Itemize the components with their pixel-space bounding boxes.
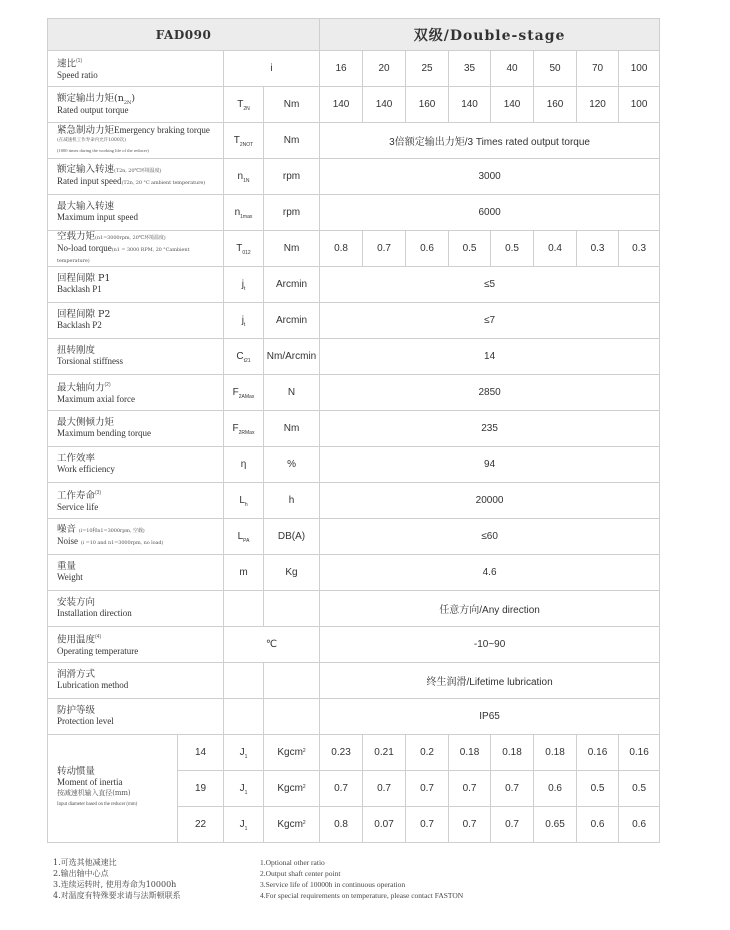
row-backlash-p2 bbox=[48, 303, 660, 339]
row-label: 防护等级 Protection level bbox=[48, 699, 224, 735]
row-label: 最大侧倾力矩 Maximum bending torque bbox=[48, 411, 224, 447]
footnote-en-1: 1.Optional other ratio bbox=[260, 858, 325, 867]
unit: rpm bbox=[264, 195, 320, 231]
symbol: $J_1$ bbox=[224, 807, 264, 843]
row-label: 重量 Weight bbox=[48, 555, 224, 591]
value-cell: 6000 bbox=[320, 195, 660, 231]
value-cell: 0.7 bbox=[406, 807, 449, 843]
value-cell: 3倍额定输出力矩/3 Times rated output torque bbox=[320, 123, 660, 159]
row-service-life bbox=[48, 483, 660, 519]
row-inertia-14 bbox=[48, 735, 660, 771]
value-cell: 0.7 bbox=[491, 771, 534, 807]
unit: Nm bbox=[264, 87, 320, 123]
symbol-empty bbox=[224, 699, 264, 735]
unit: Arcmin bbox=[264, 303, 320, 339]
symbol: $n_{1N}$ bbox=[224, 159, 264, 195]
unit-empty bbox=[264, 663, 320, 699]
footnote-en-2: 2.Output shaft center point bbox=[260, 869, 341, 878]
value-cell: 3000 bbox=[320, 159, 660, 195]
value-cell: 0.7 bbox=[406, 771, 449, 807]
row-emergency-torque bbox=[48, 123, 660, 159]
value-cell: 0.2 bbox=[406, 735, 449, 771]
row-label: 额定输出力矩$(n_{2N})$ Rated output torque bbox=[48, 87, 224, 123]
unit: rpm bbox=[264, 159, 320, 195]
spec-table bbox=[47, 18, 660, 843]
value-cell: 235 bbox=[320, 411, 660, 447]
value-cell: ≤7 bbox=[320, 303, 660, 339]
footnote-zh-2: 2.输出轴中心点 bbox=[53, 869, 109, 878]
value-cell: 94 bbox=[320, 447, 660, 483]
row-label: 速比$^{(1)}$ Speed ratio bbox=[48, 51, 224, 87]
value-cell: 14 bbox=[320, 339, 660, 375]
row-rated-output-torque bbox=[48, 87, 660, 123]
value-cell: 0.7 bbox=[491, 807, 534, 843]
row-max-input-speed bbox=[48, 195, 660, 231]
symbol: $T_{2N}$ bbox=[224, 87, 264, 123]
footnotes-en bbox=[260, 857, 463, 901]
input-diameter: 22 bbox=[178, 807, 224, 843]
unit-empty bbox=[264, 591, 320, 627]
row-protection-level bbox=[48, 699, 660, 735]
ratio-cell: 20 bbox=[363, 51, 406, 87]
value-cell: 120 bbox=[577, 87, 619, 123]
footnotes-zh bbox=[53, 857, 181, 901]
row-max-bending-torque bbox=[48, 411, 660, 447]
value-cell: 0.23 bbox=[320, 735, 363, 771]
row-operating-temperature bbox=[48, 627, 660, 663]
value-cell: ≤5 bbox=[320, 267, 660, 303]
stage-label: 双级/Double-stage bbox=[320, 19, 660, 51]
value-cell: 0.07 bbox=[363, 807, 406, 843]
value-cell: 任意方向/Any direction bbox=[320, 591, 660, 627]
value-cell: 0.5 bbox=[619, 771, 660, 807]
symbol: $T_{2NOT}$ bbox=[224, 123, 264, 159]
header-row bbox=[48, 19, 660, 51]
row-rated-input-speed bbox=[48, 159, 660, 195]
footnote-zh-4: 4.对温度有特殊要求请与法斯顿联系 bbox=[53, 891, 181, 900]
row-backlash-p1 bbox=[48, 267, 660, 303]
row-label: 噪音 (i=10和n1=3000rpm, 空载) Noise (i =10 and n1=3000rpm, no load) bbox=[48, 519, 224, 555]
unit: Kg bbox=[264, 555, 320, 591]
row-label: 安装方向 Installation direction bbox=[48, 591, 224, 627]
value-cell: ≤60 bbox=[320, 519, 660, 555]
value-cell: 终生润滑/Lifetime lubrication bbox=[320, 663, 660, 699]
row-no-load-torque bbox=[48, 231, 660, 267]
model-name: FAD090 bbox=[48, 19, 320, 51]
input-diameter: 19 bbox=[178, 771, 224, 807]
symbol: $j_t$ bbox=[224, 267, 264, 303]
value-cell: 100 bbox=[619, 87, 660, 123]
value-cell: 0.18 bbox=[449, 735, 491, 771]
row-lubrication-method bbox=[48, 663, 660, 699]
value-cell: 0.7 bbox=[320, 771, 363, 807]
spec-sheet bbox=[47, 18, 659, 843]
row-torsional-stiffness bbox=[48, 339, 660, 375]
row-label: 最大输入转速 Maximum input speed bbox=[48, 195, 224, 231]
value-cell: 0.6 bbox=[534, 771, 577, 807]
value-cell: 140 bbox=[449, 87, 491, 123]
row-label: 扭转刚度 Torsional stiffness bbox=[48, 339, 224, 375]
ratio-cell: 25 bbox=[406, 51, 449, 87]
row-label: 空载力矩(n1=3000rpm, 20℃环境温度) No-load torque(n1 = 3000 RPM, 20 °Cambient temperature) bbox=[48, 231, 224, 267]
unit: Kgcm$^2$ bbox=[264, 771, 320, 807]
value-cell: 140 bbox=[491, 87, 534, 123]
symbol: $T_{012}$ bbox=[224, 231, 264, 267]
symbol: $L_h$ bbox=[224, 483, 264, 519]
ratio-cell: 40 bbox=[491, 51, 534, 87]
row-label: 工作寿命$^{(3)}$ Service life bbox=[48, 483, 224, 519]
symbol: $J_1$ bbox=[224, 735, 264, 771]
value-cell: 160 bbox=[534, 87, 577, 123]
value-cell: 0.7 bbox=[449, 771, 491, 807]
row-installation-direction bbox=[48, 591, 660, 627]
symbol-empty bbox=[224, 591, 264, 627]
unit-empty bbox=[264, 699, 320, 735]
row-label: 回程间隙 P2 Backlash P2 bbox=[48, 303, 224, 339]
unit: Nm bbox=[264, 123, 320, 159]
unit: Kgcm$^2$ bbox=[264, 807, 320, 843]
value-cell: 0.5 bbox=[449, 231, 491, 267]
symbol: $F_{2RMax}$ bbox=[224, 411, 264, 447]
unit: % bbox=[264, 447, 320, 483]
symbol: m bbox=[224, 555, 264, 591]
value-cell: 0.21 bbox=[363, 735, 406, 771]
row-label: 额定输入转速(T2n, 20℃环境温度) Rated input speed(T2n, 20 °C ambient temperature) bbox=[48, 159, 224, 195]
row-speed-ratio bbox=[48, 51, 660, 87]
unit: N bbox=[264, 375, 320, 411]
value-cell: 0.3 bbox=[577, 231, 619, 267]
value-cell: 0.18 bbox=[491, 735, 534, 771]
ratio-cell: 70 bbox=[577, 51, 619, 87]
value-cell: 0.18 bbox=[534, 735, 577, 771]
symbol: $j_t$ bbox=[224, 303, 264, 339]
ratio-cell: 100 bbox=[619, 51, 660, 87]
value-cell: 20000 bbox=[320, 483, 660, 519]
footnote-en-4: 4.For special requirements on temperature, please contact FASTON bbox=[260, 891, 464, 900]
row-label: 润滑方式 Lubrication method bbox=[48, 663, 224, 699]
value-cell: 0.4 bbox=[534, 231, 577, 267]
ratio-cell: 35 bbox=[449, 51, 491, 87]
row-work-efficiency bbox=[48, 447, 660, 483]
value-cell: 0.8 bbox=[320, 807, 363, 843]
symbol: $n_{1max}$ bbox=[224, 195, 264, 231]
value-cell: IP65 bbox=[320, 699, 660, 735]
symbol: $J_1$ bbox=[224, 771, 264, 807]
value-cell: 0.5 bbox=[491, 231, 534, 267]
value-cell: 2850 bbox=[320, 375, 660, 411]
row-label: 回程间隙 P1 Backlash P1 bbox=[48, 267, 224, 303]
value-cell: 140 bbox=[320, 87, 363, 123]
value-cell: 0.7 bbox=[363, 231, 406, 267]
symbol: i bbox=[224, 51, 320, 87]
value-cell: 140 bbox=[363, 87, 406, 123]
value-cell: 0.65 bbox=[534, 807, 577, 843]
unit: Nm bbox=[264, 411, 320, 447]
unit: ℃ bbox=[224, 627, 320, 663]
symbol: $C_{t21}$ bbox=[224, 339, 264, 375]
unit: Nm bbox=[264, 231, 320, 267]
value-cell: 0.6 bbox=[406, 231, 449, 267]
row-label: 紧急制动力矩Emergency braking torque (在减速机工作寿命内允许1000次) (1000 times during the working life of the reducer) bbox=[48, 123, 224, 159]
value-cell: 0.7 bbox=[449, 807, 491, 843]
ratio-cell: 50 bbox=[534, 51, 577, 87]
row-label: 使用温度$^{(4)}$ Operating temperature bbox=[48, 627, 224, 663]
symbol-empty bbox=[224, 663, 264, 699]
row-max-axial-force bbox=[48, 375, 660, 411]
row-noise bbox=[48, 519, 660, 555]
row-label: 工作效率 Work efficiency bbox=[48, 447, 224, 483]
unit: Nm/Arcmin bbox=[264, 339, 320, 375]
value-cell: -10~90 bbox=[320, 627, 660, 663]
ratio-cell: 16 bbox=[320, 51, 363, 87]
input-diameter: 14 bbox=[178, 735, 224, 771]
value-cell: 160 bbox=[406, 87, 449, 123]
row-label: 转动惯量 Moment of inertia 按减速机输入直径(mm) Input diameter based on the reducer (mm) bbox=[48, 735, 178, 843]
unit: h bbox=[264, 483, 320, 519]
footnote-zh-1: 1.可选其他减速比 bbox=[53, 858, 117, 867]
value-cell: 4.6 bbox=[320, 555, 660, 591]
symbol: $F_{2AMax}$ bbox=[224, 375, 264, 411]
row-weight bbox=[48, 555, 660, 591]
unit: Arcmin bbox=[264, 267, 320, 303]
value-cell: 0.16 bbox=[619, 735, 660, 771]
value-cell: 0.8 bbox=[320, 231, 363, 267]
footnote-zh-3: 3.连续运转时, 使用寿命为10000h bbox=[53, 880, 177, 889]
value-cell: 0.6 bbox=[577, 807, 619, 843]
value-cell: 0.16 bbox=[577, 735, 619, 771]
value-cell: 0.6 bbox=[619, 807, 660, 843]
value-cell: 0.5 bbox=[577, 771, 619, 807]
footnote-en-3: 3.Service life of 10000h in continuous operation bbox=[260, 880, 406, 889]
value-cell: 0.3 bbox=[619, 231, 660, 267]
row-label: 最大轴向力$^{(2)}$ Maximum axial force bbox=[48, 375, 224, 411]
symbol: $L_{PA}$ bbox=[224, 519, 264, 555]
symbol: η bbox=[224, 447, 264, 483]
value-cell: 0.7 bbox=[363, 771, 406, 807]
unit: Kgcm$^2$ bbox=[264, 735, 320, 771]
unit: DB(A) bbox=[264, 519, 320, 555]
